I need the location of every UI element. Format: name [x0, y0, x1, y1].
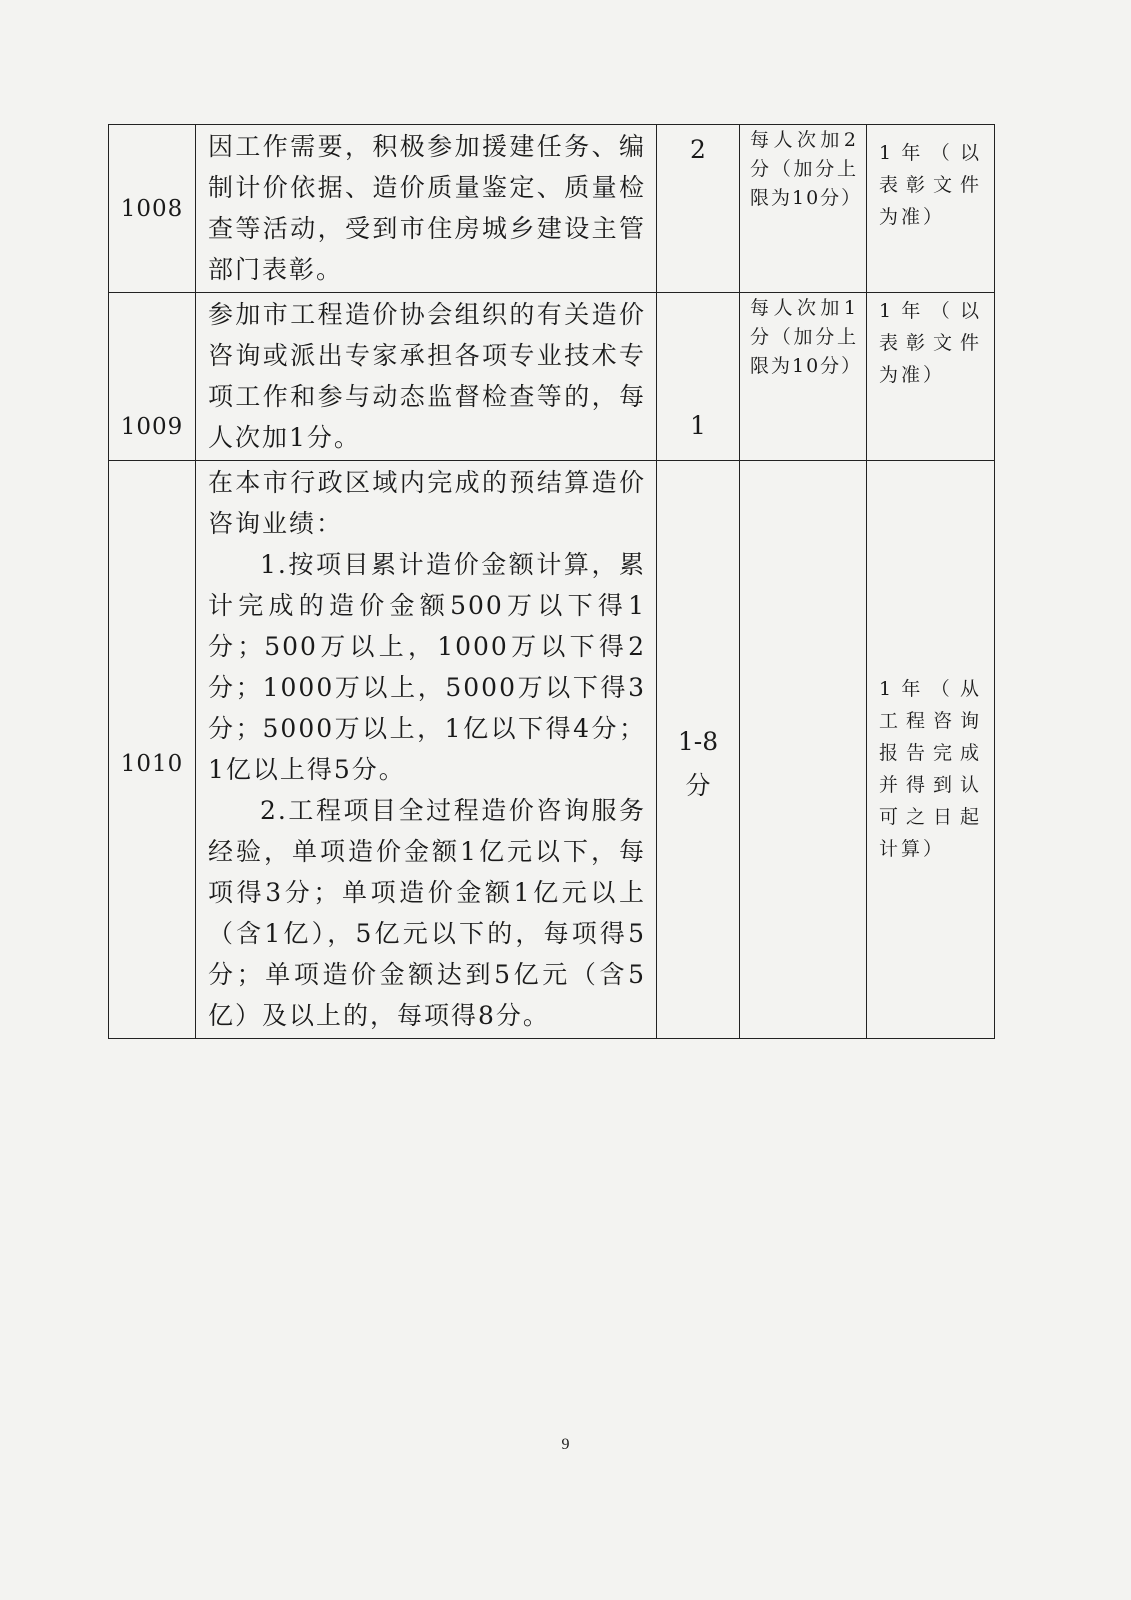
- item-code: 1009: [109, 293, 196, 461]
- scoring-table: [108, 124, 995, 1039]
- content-item-1: 1.按项目累计造价金额计算，累计完成的造价金额500万以下得1分；500万以上，1000万以下得2分；1000万以上，5000万以下得3分；5000万以上，1亿以下得4分；1亿以上得5分。: [208, 550, 646, 784]
- item-content: 因工作需要，积极参加援建任务、编制计价依据、造价质量鉴定、质量检查等活动，受到市住房城乡建设主管部门表彰。: [196, 125, 657, 293]
- item-limit: 每人次加1分（加分上限为10分）: [740, 293, 867, 461]
- item-limit: [740, 461, 867, 1039]
- item-code: 1010: [109, 461, 196, 1039]
- item-period: 1年（以表彰文件为准）: [867, 293, 995, 461]
- item-content: [196, 461, 657, 1039]
- table-row: [109, 461, 995, 1039]
- item-code: 1008: [109, 125, 196, 293]
- item-period: 1年（以表彰文件为准）: [867, 125, 995, 293]
- table-row: [109, 293, 995, 461]
- item-score: 1-8分: [657, 461, 740, 1039]
- item-content: 参加市工程造价协会组织的有关造价咨询或派出专家承担各项专业技术专项工作和参与动态监督检查等的，每人次加1分。: [196, 293, 657, 461]
- item-period: 1年（从工程咨询报告完成并得到认可之日起计算）: [867, 461, 995, 1039]
- item-score: 2: [657, 125, 740, 293]
- content-intro: 在本市行政区域内完成的预结算造价咨询业绩：: [208, 468, 646, 538]
- page-number: 9: [561, 1436, 570, 1453]
- item-limit: 每人次加2分（加分上限为10分）: [740, 125, 867, 293]
- table-row: [109, 125, 995, 293]
- content-item-2: 2.工程项目全过程造价咨询服务经验，单项造价金额1亿元以下，每项得3分；单项造价金额1亿元以上（含1亿），5亿元以下的，每项得5分；单项造价金额达到5亿元（含5亿）及以上的，每项得8分。: [208, 796, 646, 1030]
- item-score: 1: [657, 293, 740, 461]
